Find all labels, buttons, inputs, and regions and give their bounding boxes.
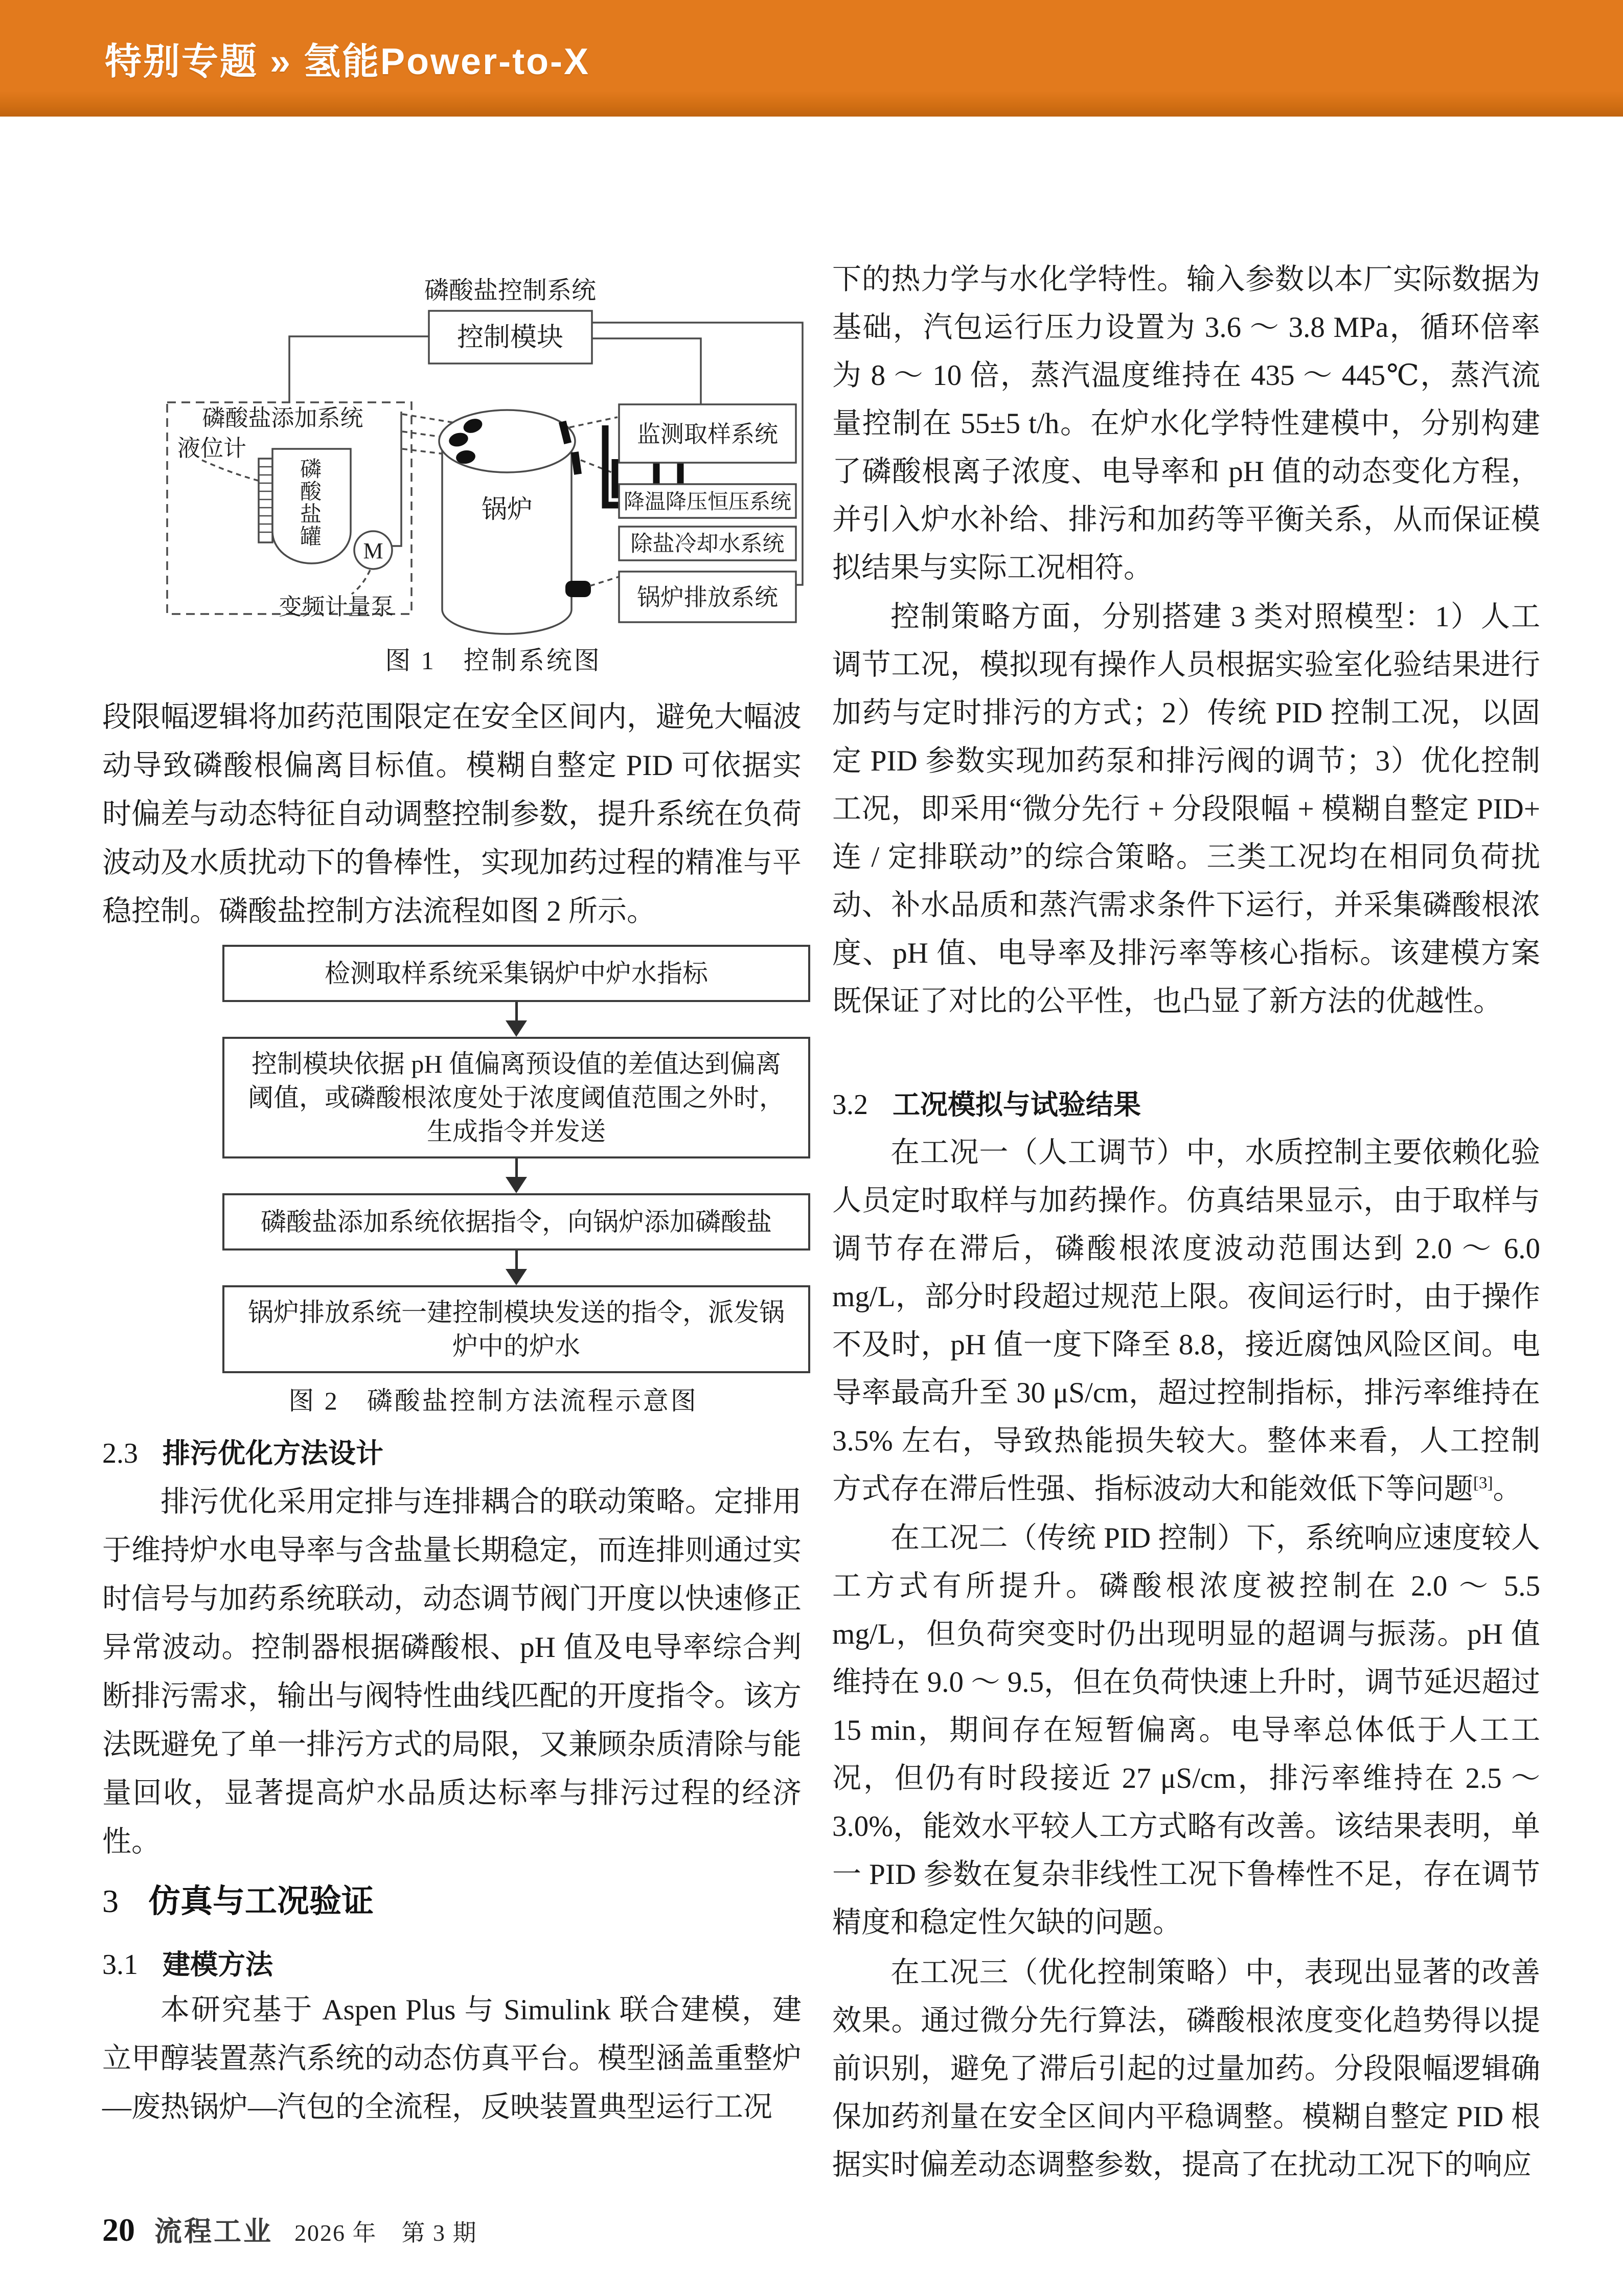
fig1-valve-upper-dashed: [569, 417, 618, 427]
right-paragraph-3-end: 。: [1493, 1473, 1522, 1505]
fig1-control-module-label: 控制模块: [456, 323, 564, 352]
figure2-flowchart: [222, 945, 810, 1373]
flowchart-arrow-3: [222, 1251, 810, 1285]
section-2-3-heading: [102, 1431, 802, 1471]
footer-journal-name: 流程工业: [154, 2216, 273, 2247]
header-title: 特别专题 » 氢能Power-to-X: [105, 41, 590, 82]
section-3-2-title: 工况模拟与试验结果: [893, 1089, 1141, 1120]
section-2-3-number: 2.3: [102, 1438, 138, 1469]
figure2-caption: 图 2 磷酸盐控制方法流程示意图: [288, 1386, 698, 1415]
fig1-discharge-label: 锅炉排放系统: [637, 584, 778, 610]
svg-text:酸: 酸: [300, 481, 322, 504]
figure1-control-system-diagram: [153, 276, 833, 636]
flowchart-step-3: 磷酸盐添加系统依据指令，向锅炉添加磷酸盐: [222, 1193, 810, 1251]
section-3-1-heading: [102, 1943, 802, 1982]
flowchart-step-1: 检测取样系统采集锅炉中炉水指标: [222, 945, 810, 1002]
flowchart-step-4: 锅炉排放系统一建控制模块发送的指令，派发锅炉中的炉水: [222, 1285, 810, 1373]
flowchart-arrow-2: [222, 1158, 810, 1193]
section-3-1-title: 建模方法: [163, 1949, 273, 1980]
figure1-caption: 图 1 控制系统图: [385, 646, 602, 675]
right-paragraph-5: 在工况三（优化控制策略）中，表现出显著的改善效果。通过微分先行算法，磷酸根浓度变化趋势得以提前识别，避免了滞后引起的过量加药。分段限幅逻辑确保加药剂量在安全区间内平稳调整。模糊自整定 PID 根据实时偏差动态调整参数，提高了在扰动工况下的响应: [832, 1957, 1540, 2181]
svg-text:罐: 罐: [300, 526, 322, 549]
fig1-level-gauge-strip: [259, 459, 272, 542]
section-2-3-title: 排污优化方法设计: [163, 1438, 383, 1469]
section-3-1-number: 3.1: [102, 1949, 138, 1981]
fig1-blowdown-nozzle: [565, 581, 591, 597]
fig1-pump-m: M: [363, 538, 383, 563]
section-3-number: 3: [102, 1883, 119, 1919]
svg-text:盐: 盐: [300, 503, 322, 527]
section-3-title: 仿真与工况验证: [148, 1883, 374, 1919]
fig1-pump-dashed-link: [352, 570, 370, 594]
section-3-2-number: 3.2: [832, 1089, 868, 1121]
header-banner: [0, 0, 1623, 117]
fig1-adding-system-label: 磷酸盐添加系统: [202, 405, 363, 431]
fig1-wire-left: [289, 336, 429, 402]
citation-ref-3: [3]: [1473, 1474, 1493, 1492]
left-paragraph-2-3: 排污优化采用定排与连排耦合的联动策略。定排用于维持炉水电导率与含盐量长期稳定，而连排则通过实时信号与加药系统联动，动态调节阀门开度以快速修正异常波动。控制器根据磷酸根、pH 值及电导率综合判断排污需求，输出与阀特性曲线匹配的开度指令。该方法既避免了单一排污方式的局限，又兼顾杂质清除与能量回收，显著提高炉水品质达标率与排污过程的经济性。: [102, 1486, 802, 1858]
section-3-2-heading: [832, 1083, 1540, 1122]
fig1-monitor-label: 监测取样系统: [637, 421, 778, 447]
fig1-system-label: 磷酸盐控制系统: [424, 277, 597, 304]
fig1-tank-label: [300, 458, 322, 549]
fig1-blowdown-dashed: [590, 577, 619, 586]
right-paragraph-4: 在工况二（传统 PID 控制）下，系统响应速度较人工方式有所提升。磷酸根浓度被控制在 2.0 ～ 5.5 mg/L，但负荷突变时仍出现明显的超调与振荡。pH 值维持在 9.0 ～ 9.5，但在负荷快速上升时，调节延迟超过 15 min，期间存在短暂偏离。电导率总体低于人工工况，但仍有时段接近 27 μS/cm，排污率维持在 2.5 ～ 3.0%，能效水平较人工方式略有改善。该结果表明，单一 PID 参数在复杂非线性工况下鲁棒性不足，存在调节精度和稳定性欠缺的问题。: [832, 1522, 1540, 1939]
flowchart-arrow-1: [222, 1002, 810, 1037]
right-paragraph-3-main: 在工况一（人工调节）中，水质控制主要依赖化验人员定时取样与加药操作。仿真结果显示，由于取样与调节存在滞后，磷酸根浓度波动范围达到 2.0 ～ 6.0 mg/L，部分时段超过规范上限。夜间运行时，由于操作不及时，pH 值一度下降至 8.8，接近腐蚀风险区间。电导率最高升至 30 μS/cm，超过控制指标，排污率维持在 3.5% 左右，导致热能损失较大。整体来看，人工控制方式存在滞后性强、指标波动大和能效低下等问题: [832, 1136, 1540, 1505]
fig1-wire-right-inner: [592, 338, 701, 404]
fig1-valve-lower-dashed: [581, 460, 614, 473]
fig1-valve-lower: [571, 451, 582, 475]
fig1-depressure-label: 降温降压恒压系统: [624, 490, 791, 513]
footer-issue: 2026 年 第 3 期: [294, 2220, 477, 2246]
fig1-thick-links-monitor: [656, 463, 680, 484]
svg-text:磷: 磷: [300, 458, 322, 482]
left-paragraph-3-1: 本研究基于 Aspen Plus 与 Simulink 联合建模，建立甲醇装置蒸汽系统的动态仿真平台。模型涵盖重整炉—废热锅炉—汽包的全流程，反映装置典型运行工况: [102, 1994, 802, 2123]
fig1-pump-label: 变频计量泵: [279, 594, 394, 620]
left-paragraph-1: 段限幅逻辑将加药范围限定在安全区间内，避免大幅波动导致磷酸根偏离目标值。模糊自整定 PID 可依据实时偏差与动态特征自动调整控制参数，提升系统在负荷波动及水质扰动下的鲁棒性，实现加药过程的精准与平稳控制。磷酸盐控制方法流程如图 2 所示。: [102, 701, 802, 927]
right-paragraph-3: [832, 1129, 1540, 1513]
right-paragraph-2: 控制策略方面，分别搭建 3 类对照模型：1）人工调节工况，模拟现有操作人员根据实验室化验结果进行加药与定时排污的方式；2）传统 PID 控制工况，以固定 PID 参数实现加药泵和排污阀的调节；3）优化控制工况，即采用“微分先行 + 分段限幅 + 模糊自整定 PID+ 连 / 定排联动”的综合策略。三类工况均在相同负荷扰动、补水品质和蒸汽需求条件下运行，并采集磷酸根浓度、pH 值、电导率及排污率等核心指标。该建模方案既保证了对比的公平性，也凸显了新方法的优越性。: [832, 601, 1540, 1017]
fig1-desalt-label: 除盐冷却水系统: [630, 532, 785, 556]
fig1-dosing-pipe: [392, 412, 401, 546]
fig1-level-gauge-label: 液位计: [177, 436, 247, 461]
fig1-boiler-label: 锅炉: [482, 495, 533, 524]
fig1-gauge-dashed-link: [202, 460, 258, 481]
section-3-heading: [102, 1875, 802, 1922]
flowchart-step-2: 控制模块依据 pH 值偏离预设值的差值达到偏离阈值，或磷酸根浓度处于浓度阈值范围之外时，生成指令并发送: [222, 1037, 810, 1158]
right-paragraph-1: 下的热力学与水化学特性。输入参数以本厂实际数据为基础，汽包运行压力设置为 3.6 ～ 3.8 MPa，循环倍率为 8 ～ 10 倍，蒸汽温度维持在 435 ～ 445℃，蒸汽流量控制在 55±5 t/h。在炉水化学特性建模中，分别构建了磷酸根离子浓度、电导率和 pH 值的动态变化方程，并引入炉水补给、排污和加药等平衡关系，从而保证模拟结果与实际工况相符。: [832, 263, 1540, 584]
footer-page-number: 20: [102, 2212, 135, 2248]
page-footer: [102, 2210, 477, 2249]
